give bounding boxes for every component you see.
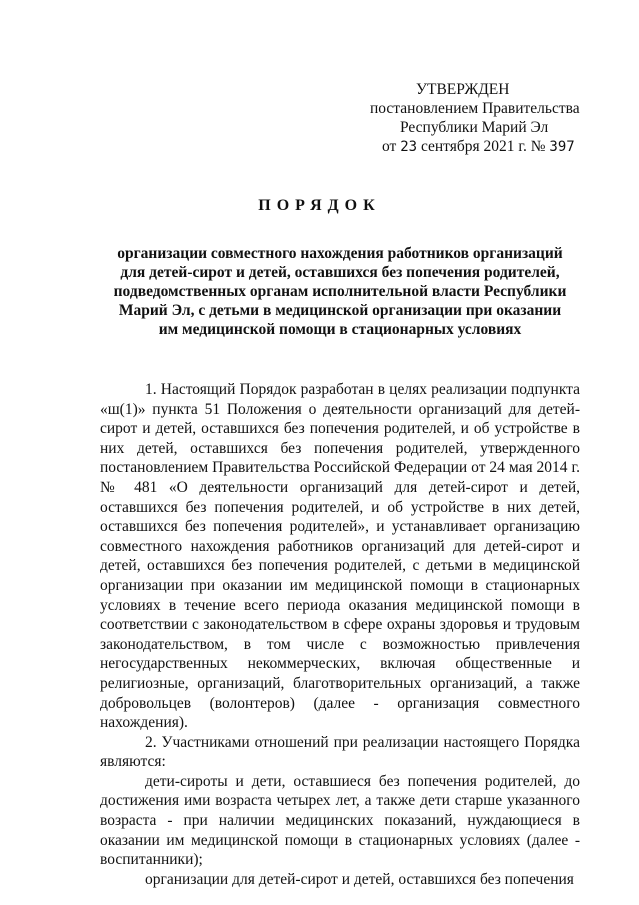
approval-date-prefix: от bbox=[382, 138, 401, 155]
subtitle-line: Марий Эл, с детьми в медицинской организации при оказании bbox=[118, 302, 562, 319]
approval-number: 397 bbox=[549, 139, 575, 155]
approval-heading: УТВЕРЖДЕН bbox=[416, 81, 510, 98]
paragraph-participants-children: дети-сироты и дети, оставшиеся без попечения родителей, до достижения ими возраста четырех лет, а также дети старше указанного возраста - при наличии медицинских показаний, нуждающиеся в оказании им медицинской помощи в стационарных условиях (далее - воспитанники); bbox=[100, 772, 580, 869]
approval-line-republic: Республики Марий Эл bbox=[400, 119, 549, 136]
paragraph-participants-organizations: организации для детей-сирот и детей, оставшихся без попечения bbox=[145, 870, 574, 888]
subtitle-line: подведомственных органам исполнительной власти Республики bbox=[113, 283, 567, 300]
document-body bbox=[100, 380, 580, 889]
subtitle-line: для детей-сирот и детей, оставшихся без попечения родителей, bbox=[120, 264, 560, 281]
approval-line-date bbox=[360, 137, 620, 157]
document-title: ПОРЯДОК bbox=[258, 197, 381, 214]
approval-line-resolution: постановлением Правительства bbox=[370, 100, 580, 117]
subtitle-line: им медицинской помощи в стационарных условиях bbox=[158, 321, 522, 338]
approval-date-middle: сентября 2021 г. № bbox=[417, 138, 550, 155]
document-subtitle bbox=[100, 244, 580, 339]
paragraph-1: 1. Настоящий Порядок разработан в целях реализации подпункта «ш(1)» пункта 51 Положения о деятельности организаций для детей-сирот и детей, оставшихся без попечения родителей, и об устройстве в них детей, оставшихся без попечения родителей, утвержденного постановлением Правительства Российской Федерации от 24 мая 2014 г. № 481 «О деятельности организаций для детей-сирот и детей, оставшихся без попечения родителей, и об устройстве в них детей, оставшихся без попечения родителей», и устанавливает организацию совместного нахождения работников организаций для детей-сирот и детей, оставшихся без попечения родителей, с детьми в медицинской организации при оказании им медицинской помощи в стационарных условиях в течение всего периода оказания медицинской помощи в соответствии с законодательством в сфере охраны здоровья и трудовым законодательством, в том числе с возможностью привлечения негосударственных некоммерческих, включая общественные и религиозные, организаций, благотворительных организаций, а также добровольцев (волонтеров) (далее - организация совместного нахождения). bbox=[100, 381, 580, 732]
paragraph-2: 2. Участниками отношений при реализации настоящего Порядка являются: bbox=[100, 733, 580, 771]
approval-stamp bbox=[360, 80, 620, 157]
subtitle-line: организации совместного нахождения работников организаций bbox=[117, 245, 563, 262]
approval-day: 23 bbox=[400, 139, 418, 155]
